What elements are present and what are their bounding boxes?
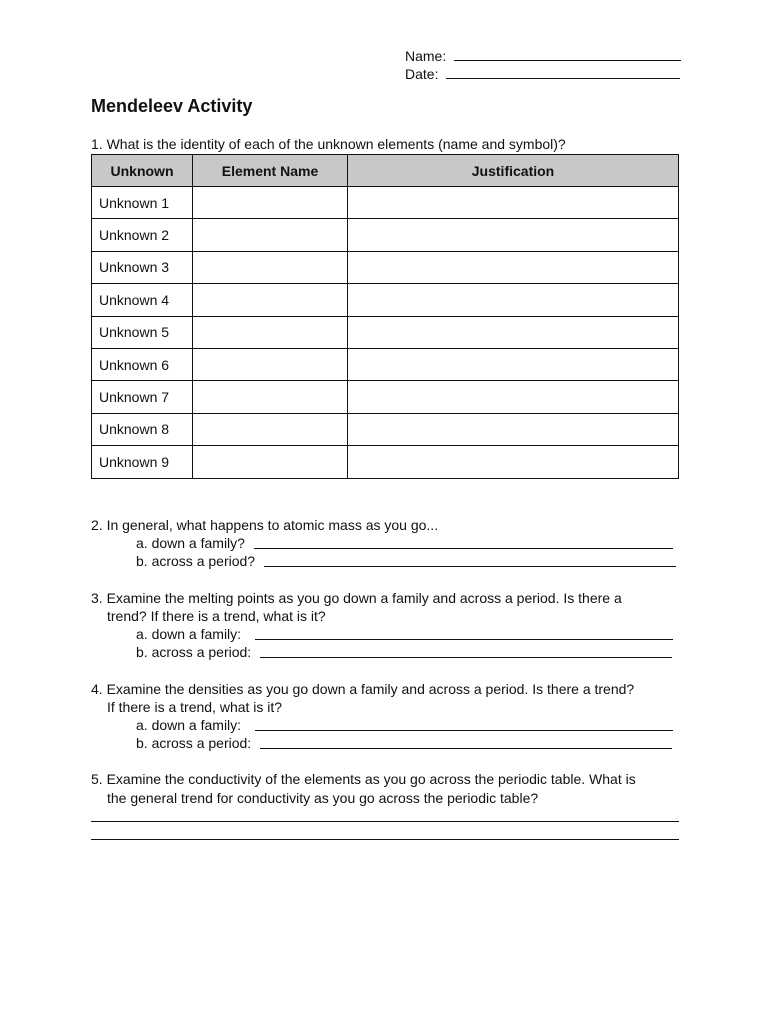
q4-part-b-label: b. across a period: (136, 735, 252, 751)
header-element-name: Element Name (193, 155, 348, 187)
justification-cell[interactable] (348, 316, 679, 348)
table-row (92, 219, 679, 251)
justification-cell[interactable] (348, 187, 679, 219)
table-header-row (92, 155, 679, 187)
q2-part-b-blank[interactable] (264, 566, 676, 567)
element-name-cell[interactable] (193, 348, 348, 380)
q2-part-b-label: b. across a period? (136, 553, 256, 569)
unknown-label: Unknown 9 (92, 446, 193, 478)
question-3-text-line-2: trend? If there is a trend, what is it? (107, 608, 326, 624)
q5-answer-line-1[interactable] (91, 821, 679, 822)
question-4-text-line-1: 4. Examine the densities as you go down a family and across a period. Is there a trend? (91, 681, 635, 697)
question-3-text-line-1: 3. Examine the melting points as you go down a family and across a period. Is there a (91, 590, 622, 606)
table-row (92, 251, 679, 283)
justification-cell[interactable] (348, 413, 679, 445)
unknown-label: Unknown 6 (92, 348, 193, 380)
table-row (92, 348, 679, 380)
justification-cell[interactable] (348, 284, 679, 316)
question-1-text: 1. What is the identity of each of the unknown elements (name and symbol)? (91, 136, 566, 152)
unknowns-table (91, 154, 679, 479)
element-name-cell[interactable] (193, 219, 348, 251)
header-justification: Justification (348, 155, 679, 187)
element-name-cell[interactable] (193, 284, 348, 316)
justification-cell[interactable] (348, 446, 679, 478)
table-row (92, 187, 679, 219)
name-field-row (405, 47, 681, 65)
question-5-text-line-2: the general trend for conductivity as you go across the periodic table? (107, 790, 539, 806)
question-2-text: 2. In general, what happens to atomic mass as you go... (91, 517, 439, 533)
header-unknown: Unknown (92, 155, 193, 187)
element-name-cell[interactable] (193, 381, 348, 413)
q2-part-a-blank[interactable] (254, 548, 673, 549)
unknown-label: Unknown 4 (92, 284, 193, 316)
element-name-cell[interactable] (193, 413, 348, 445)
justification-cell[interactable] (348, 219, 679, 251)
element-name-cell[interactable] (193, 446, 348, 478)
unknown-label: Unknown 2 (92, 219, 193, 251)
element-name-cell[interactable] (193, 316, 348, 348)
page-title: Mendeleev Activity (91, 96, 253, 116)
q3-part-b-label: b. across a period: (136, 644, 252, 660)
q4-part-b-blank[interactable] (260, 748, 672, 749)
q4-part-a-label: a. down a family: (136, 717, 242, 733)
q5-answer-line-2[interactable] (91, 839, 679, 840)
q4-part-a-blank[interactable] (255, 730, 673, 731)
date-label: Date: (405, 66, 439, 82)
q3-part-a-label: a. down a family: (136, 626, 242, 642)
name-blank[interactable] (454, 47, 681, 61)
q3-part-b-blank[interactable] (260, 657, 672, 658)
unknown-label: Unknown 8 (92, 413, 193, 445)
element-name-cell[interactable] (193, 187, 348, 219)
table-row (92, 413, 679, 445)
element-name-cell[interactable] (193, 251, 348, 283)
unknown-label: Unknown 3 (92, 251, 193, 283)
justification-cell[interactable] (348, 251, 679, 283)
name-label: Name: (405, 48, 447, 64)
table-row (92, 316, 679, 348)
table-row (92, 381, 679, 413)
question-4-text-line-2: If there is a trend, what is it? (107, 699, 283, 715)
date-field-row (405, 65, 680, 83)
table-row (92, 284, 679, 316)
justification-cell[interactable] (348, 348, 679, 380)
question-5-text-line-1: 5. Examine the conductivity of the elements as you go across the periodic table. What is (91, 771, 636, 787)
date-blank[interactable] (446, 65, 680, 79)
table-row (92, 446, 679, 478)
unknown-label: Unknown 5 (92, 316, 193, 348)
q2-part-a-label: a. down a family? (136, 535, 245, 551)
unknown-label: Unknown 7 (92, 381, 193, 413)
justification-cell[interactable] (348, 381, 679, 413)
q3-part-a-blank[interactable] (255, 639, 673, 640)
unknown-label: Unknown 1 (92, 187, 193, 219)
